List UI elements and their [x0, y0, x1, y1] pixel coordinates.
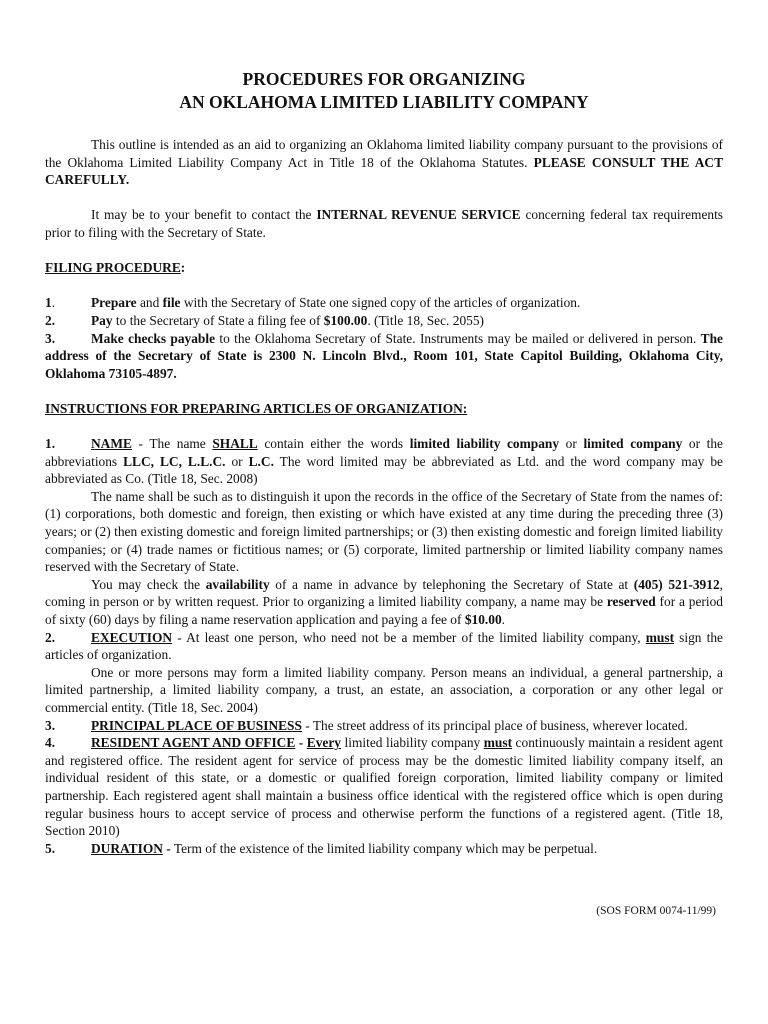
section-name-paragraph-2: The name shall be such as to distinguish it upon the records in the office of the Secretary of State from the names of: (1) corporations, both domestic and foreign, then existing or which have existed at any time during the preceding three (3) years; or (2) then existing domestic and foreign limited partnerships; or (3) then existing domestic and foreign limited liability companies; or (4) trade names or fictitious names; or (5) corporate, limited partnership or limited liability company names reserved with the Secretary of State.	[45, 488, 723, 575]
name-p3-phone: (405) 521-3912	[633, 576, 720, 592]
section-name-t3: or	[559, 436, 584, 452]
section-execution	[45, 629, 723, 664]
irs-paragraph	[45, 206, 723, 241]
name-p3-reserved: reserved	[606, 594, 656, 610]
section-name-b1: limited liability company	[409, 436, 560, 452]
section-name-shall: SHALL	[212, 436, 258, 452]
filing-item-2-b2: $100.00	[323, 312, 368, 328]
title-line-2: AN OKLAHOMA LIMITED LIABILITY COMPANY	[179, 92, 589, 112]
title-line-1: PROCEDURES FOR ORGANIZING	[242, 69, 526, 89]
section-execution-t2: sign the articles of organization.	[45, 629, 723, 663]
section-agent-must: must	[483, 735, 513, 751]
filing-heading	[45, 259, 723, 277]
filing-item-1-t1: and	[136, 295, 163, 311]
filing-item-3-address: The address of the Secretary of State is 2300 N. Lincoln Blvd., Room 101, State Capitol Building, Oklahoma City, Oklahoma 73105-4897.	[45, 330, 723, 381]
filing-heading-text: FILING PROCEDURE	[45, 260, 181, 276]
filing-item-3	[45, 330, 723, 383]
section-name-number: 1.	[45, 436, 56, 452]
section-name-paragraph-3	[45, 576, 723, 629]
section-agent-t2: limited liability company	[341, 735, 484, 751]
irs-emphasis: INTERNAL REVENUE SERVICE	[316, 207, 521, 223]
section-execution-must: must	[645, 629, 675, 645]
section-duration-number: 5.	[45, 840, 56, 856]
filing-item-3-t1: to the Oklahoma Secretary of State. Instruments may be mailed or delivered in person.	[215, 330, 701, 346]
name-p3-d: for a period of sixty (60) days by filing a name reservation application and paying a fee of	[45, 594, 723, 628]
name-p3-fee: $10.00	[464, 612, 502, 628]
section-execution-paragraph-2: One or more persons may form a limited liability company. Person means an individual, a general partnership, a limited partnership, a limited liability company, a trust, an estate, an association, a corporation or any other legal or commercial entity. (Title 18, Sec. 2004)	[45, 664, 723, 715]
filing-item-1-period: .	[51, 295, 56, 311]
filing-item-2	[45, 312, 723, 330]
document-title	[45, 68, 723, 114]
section-principal-label: PRINCIPAL PLACE OF BUSINESS	[91, 717, 302, 733]
section-agent	[45, 734, 723, 840]
section-name-t2: contain either the words	[257, 436, 410, 452]
name-p3-a: You may check the	[91, 576, 206, 592]
name-p3-c: , coming in person or by written request. Prior to organizing a limited liability company, a name may be	[45, 576, 724, 610]
name-p3-e: .	[501, 612, 505, 628]
section-execution-label: EXECUTION	[91, 629, 173, 645]
filing-item-2-t1: to the Secretary of State a filing fee of	[112, 312, 324, 328]
form-number: (SOS FORM 0074-11/99)	[596, 905, 716, 917]
section-duration-dash: -	[162, 840, 171, 856]
section-name-t5: or	[225, 453, 249, 469]
section-agent-t3: continuously maintain a resident agent and registered office. The resident agent for service of process may be the domestic limited liability company itself, an individual resident of this state, or a domestic or qualified foreign corporation, limited liability company or limited partnership. Each registered agent shall maintain a business office identical with the registered office which is open during regular business hours to accept service of process and otherwise perform the functions of a registered agent. (Title 18, Section 2010)	[45, 735, 723, 839]
section-name-b4: L.C.	[248, 453, 274, 469]
section-name-t1: - The name	[131, 436, 213, 452]
section-name-label: NAME	[91, 436, 132, 452]
filing-item-3-number: 3.	[45, 330, 56, 346]
section-name-b3: LLC, LC, L.L.C.	[123, 453, 226, 469]
filing-item-1-t2: with the Secretary of State one signed copy of the articles of organization.	[180, 295, 581, 311]
filing-item-2-b1: Pay	[91, 312, 113, 328]
section-name-t6: The word limited may be abbreviated as Ltd. and the word company may be abbreviated as Co. (Title 18, Sec. 2008)	[45, 453, 723, 487]
instructions-heading-text: INSTRUCTIONS FOR PREPARING ARTICLES OF ORGANIZATION:	[45, 400, 468, 416]
section-agent-label: RESIDENT AGENT AND OFFICE	[91, 735, 296, 751]
irs-text-b: concerning federal tax requirements prior to filing with the Secretary of State.	[45, 207, 724, 240]
section-duration-t1: Term of the existence of the limited liability company which may be perpetual.	[170, 840, 598, 856]
section-name-t4: or the abbreviations	[45, 436, 723, 469]
section-name-b2: limited company	[583, 436, 683, 452]
intro-emphasis: PLEASE CONSULT THE ACT CAREFULLY.	[45, 154, 724, 188]
filing-item-3-b1: Make checks payable	[91, 330, 216, 346]
filing-item-1-b2: file	[162, 295, 181, 311]
section-duration-label: DURATION	[91, 840, 163, 856]
filing-item-2-t2: . (Title 18, Sec. 2055)	[367, 312, 484, 328]
section-execution-number: 2.	[45, 629, 56, 645]
section-principal-number: 3.	[45, 717, 56, 733]
irs-text-a: It may be to your benefit to contact the	[91, 207, 317, 223]
section-principal-t1: - The street address of its principal place of business, wherever located.	[301, 717, 688, 733]
filing-item-1-num: 1	[45, 295, 52, 311]
section-execution-t1: - At least one person, who need not be a member of the limited liability company,	[172, 629, 646, 645]
filing-heading-colon: :	[180, 260, 186, 276]
section-duration	[45, 840, 723, 858]
filing-item-2-number: 2.	[45, 312, 56, 328]
intro-text: This outline is intended as an aid to organizing an Oklahoma limited liability company pursuant to the provisions of the Oklahoma Limited Liability Company Act in Title 18 of the Oklahoma Statutes.	[45, 137, 723, 170]
section-name	[45, 435, 723, 488]
filing-item-1-number	[45, 294, 91, 312]
name-p3-availability: availability	[205, 576, 270, 592]
filing-item-1-b1: Prepare	[91, 295, 137, 311]
section-agent-every: Every	[306, 735, 341, 751]
section-agent-t1: -	[295, 735, 307, 751]
instructions-heading	[45, 400, 723, 418]
intro-paragraph	[45, 136, 723, 189]
name-p3-b: of a name in advance by telephoning the Secretary of State at	[269, 576, 634, 592]
section-principal	[45, 717, 723, 735]
section-agent-number: 4.	[45, 735, 56, 751]
filing-item-1	[45, 294, 723, 312]
